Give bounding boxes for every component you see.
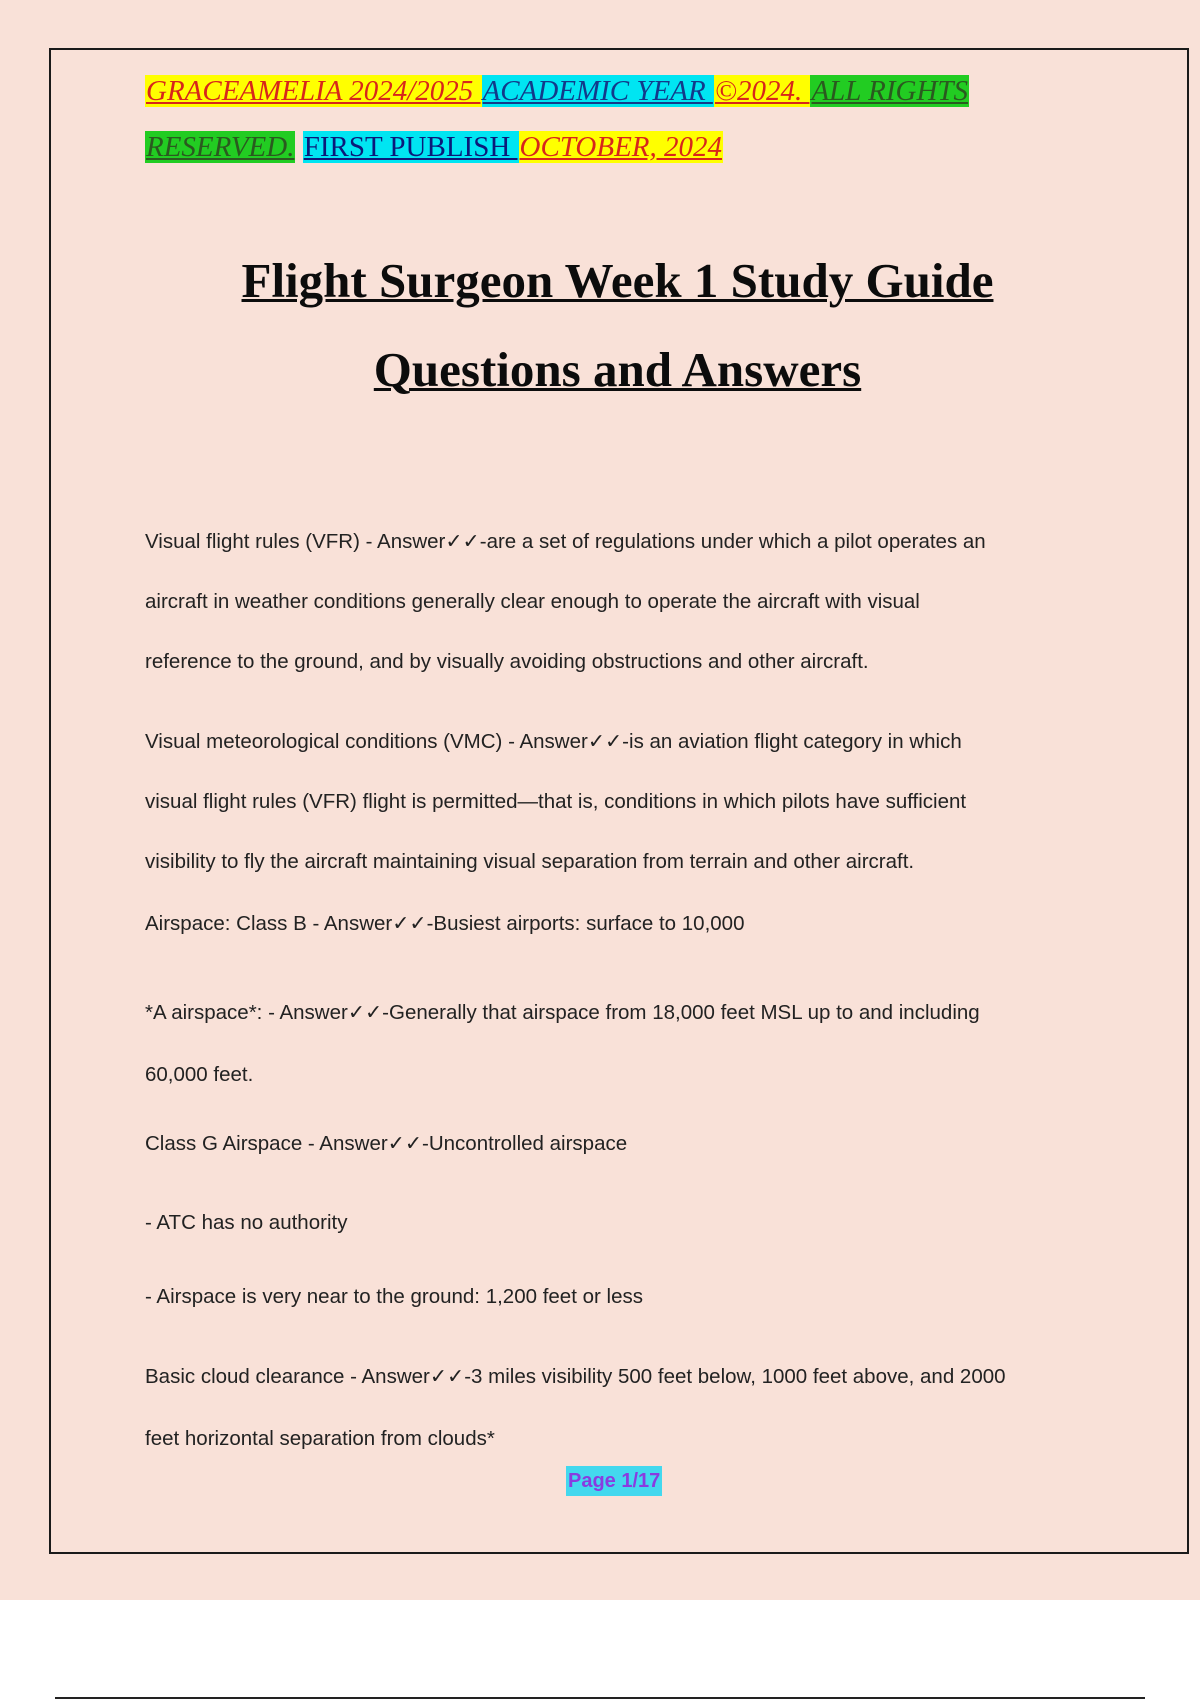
entry-line: Visual meteorological conditions (VMC) - Answer✓✓-is an aviation flight category in which	[145, 730, 962, 753]
qa-entry-near-ground-note	[145, 1286, 1085, 1308]
header-author-year: GRACEAMELIA 2024/2025	[146, 75, 481, 107]
qa-entry-vmc	[145, 712, 1085, 892]
entry-line: Airspace: Class B - Answer✓✓-Busiest airports: surface to 10,000	[145, 912, 745, 935]
qa-entry-vfr	[145, 512, 1085, 692]
header-reserved: RESERVED.	[146, 131, 295, 163]
entry-line: Visual flight rules (VFR) - Answer✓✓-are a set of regulations under which a pilot operates an	[145, 530, 986, 553]
page-number: Page 1/17	[566, 1466, 662, 1496]
page-title-line-1: Flight Surgeon Week 1 Study Guide	[241, 253, 994, 308]
entry-line: feet horizontal separation from clouds*	[145, 1427, 495, 1450]
entry-line: visibility to fly the aircraft maintaining visual separation from terrain and other aircraft.	[145, 850, 915, 873]
header-academic-year: ACADEMIC YEAR	[482, 75, 713, 107]
header-first-publish: FIRST PUBLISH	[303, 131, 518, 163]
header-line-2	[145, 128, 723, 166]
header-line-1	[145, 72, 969, 110]
qa-entry-cloud-clearance	[145, 1346, 1085, 1470]
entry-line: - ATC has no authority	[145, 1211, 348, 1234]
qa-entry-atc-note	[145, 1212, 1085, 1234]
entry-line: visual flight rules (VFR) flight is permitted—that is, conditions in which pilots have sufficient	[145, 790, 967, 813]
qa-entry-a-airspace	[145, 982, 1085, 1106]
entry-line: 60,000 feet.	[145, 1063, 254, 1086]
entry-line: Basic cloud clearance - Answer✓✓-3 miles visibility 500 feet below, 1000 feet above, and 2000	[145, 1365, 1006, 1388]
qa-entry-class-b	[145, 913, 1085, 935]
header-copyright: ©2024.	[714, 75, 810, 107]
entry-line: *A airspace*: - Answer✓✓-Generally that airspace from 18,000 feet MSL up to and including	[145, 1001, 980, 1024]
header-publish-date: OCTOBER, 2024	[519, 131, 723, 163]
page-title-line-2: Questions and Answers	[373, 342, 862, 397]
entry-line: aircraft in weather conditions generally clear enough to operate the aircraft with visual	[145, 590, 920, 613]
header-all-rights: ALL RIGHTS	[811, 75, 969, 107]
entry-line: Class G Airspace - Answer✓✓-Uncontrolled airspace	[145, 1132, 628, 1155]
bottom-divider	[55, 1697, 1145, 1699]
entry-line: reference to the ground, and by visually avoiding obstructions and other aircraft.	[145, 650, 869, 673]
qa-entry-class-g	[145, 1133, 1085, 1155]
entry-line: - Airspace is very near to the ground: 1,200 feet or less	[145, 1285, 643, 1308]
